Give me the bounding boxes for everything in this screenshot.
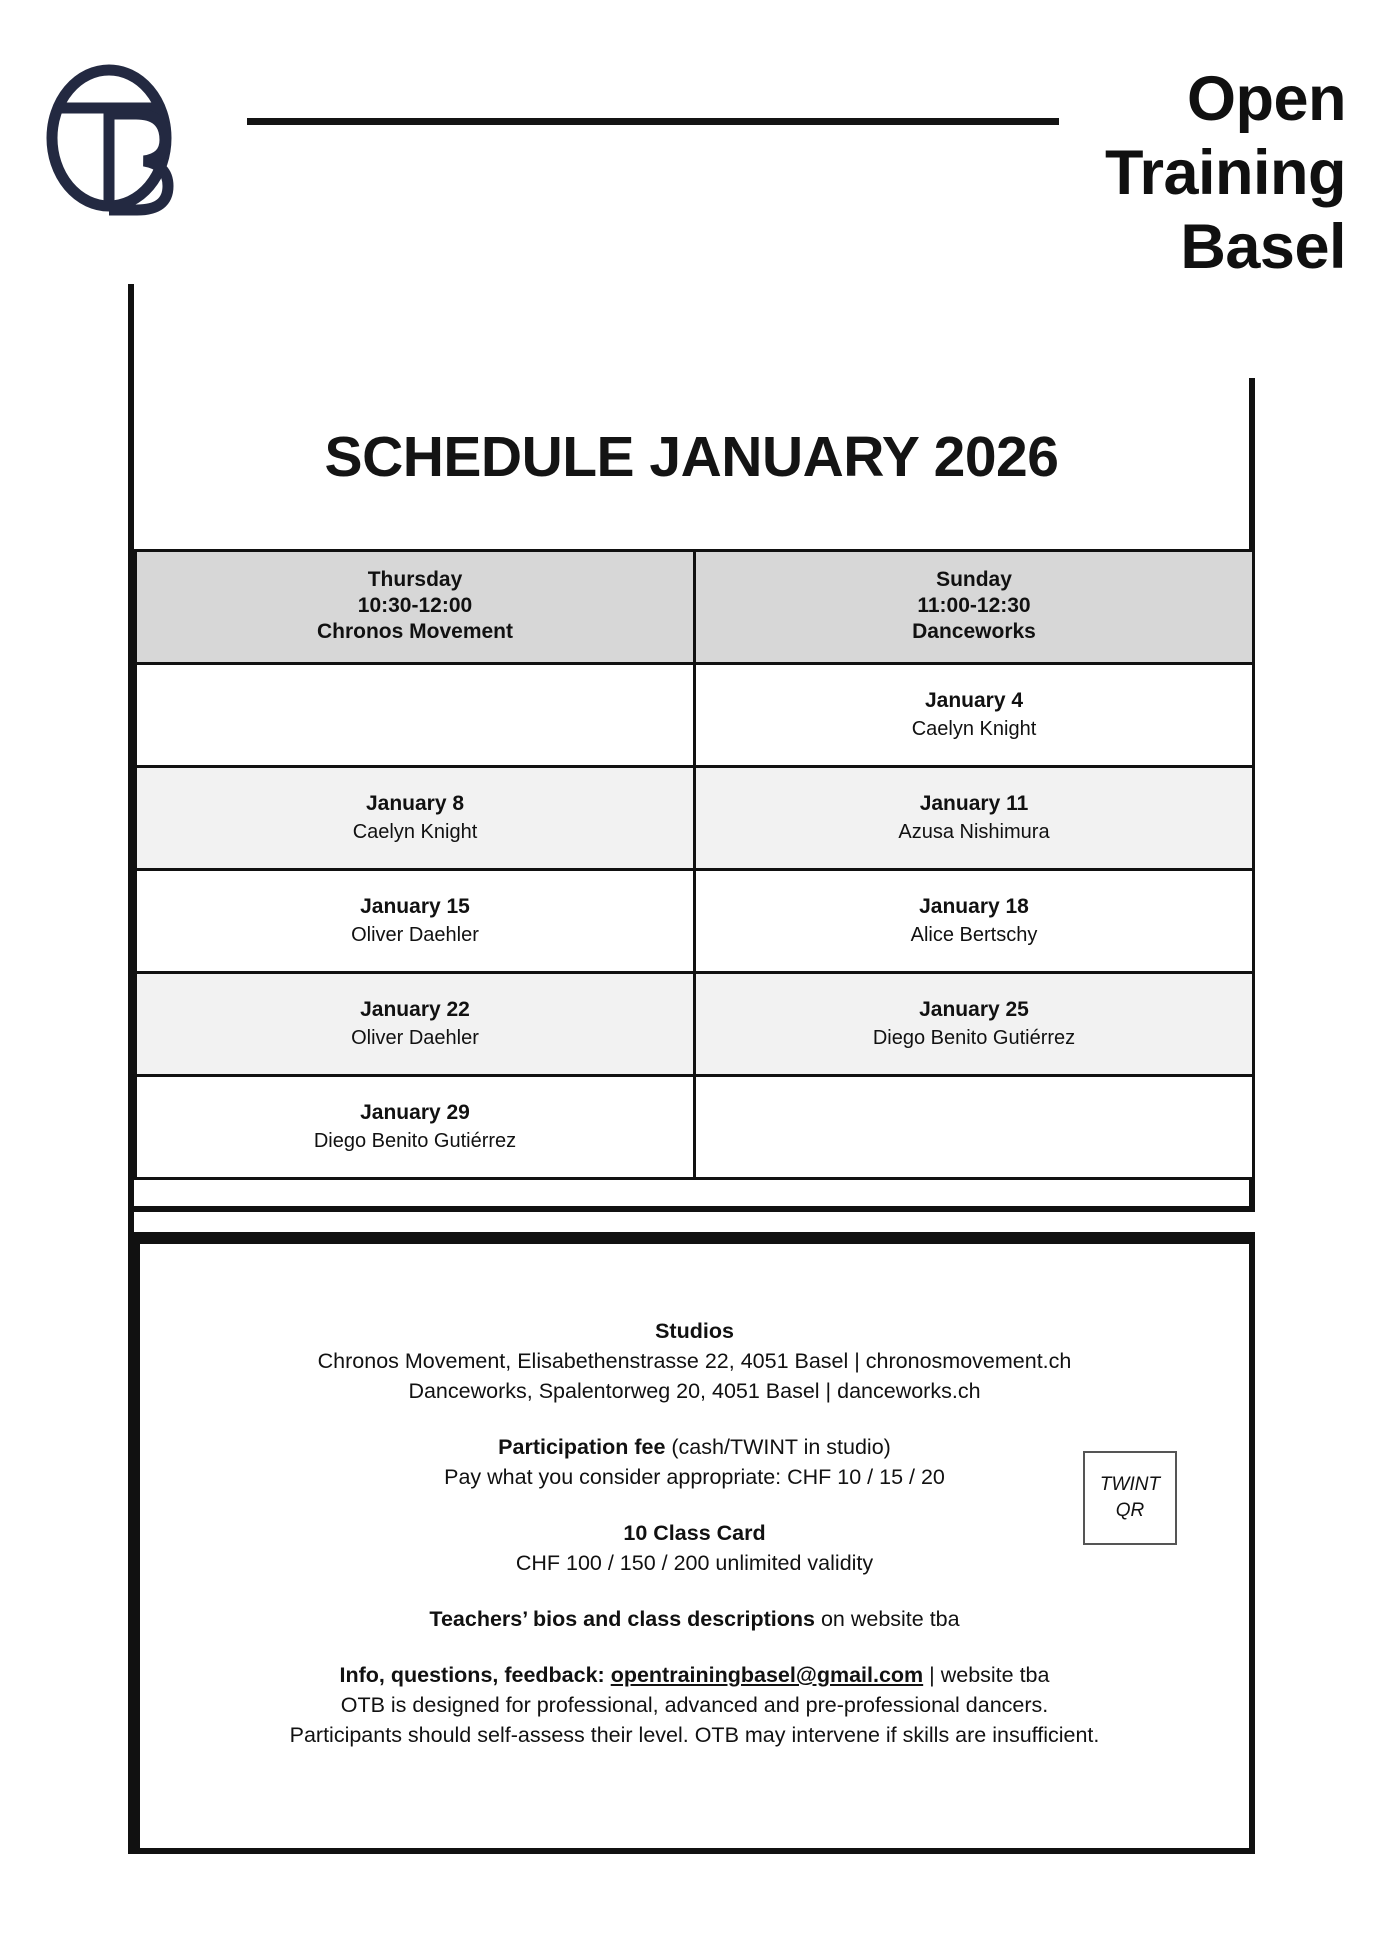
fee-heading-bold: Participation fee bbox=[498, 1435, 666, 1459]
contact-website-rest: | website tba bbox=[923, 1663, 1050, 1687]
slot-teacher: Oliver Daehler bbox=[351, 1027, 479, 1049]
slot-date: January 18 bbox=[919, 895, 1029, 918]
twint-qr-line-1: TWINT bbox=[1099, 1474, 1161, 1495]
brand-line-open: Open bbox=[1186, 64, 1346, 134]
schedule-table bbox=[134, 549, 1255, 1180]
slot-date: January 22 bbox=[360, 998, 470, 1021]
slot-date: January 15 bbox=[360, 895, 470, 918]
studios-block bbox=[140, 1316, 1249, 1406]
slot-teacher: Diego Benito Gutiérrez bbox=[313, 1130, 517, 1152]
studios-heading: Studios bbox=[655, 1319, 734, 1343]
slot-cell-thursday bbox=[136, 1076, 695, 1179]
column-header-thursday bbox=[136, 551, 695, 664]
brand-line-basel: Basel bbox=[1180, 212, 1346, 282]
header-studio: Danceworks bbox=[912, 620, 1036, 643]
column-header-sunday bbox=[695, 551, 1254, 664]
slot-date: January 8 bbox=[365, 792, 465, 815]
slot-teacher: Oliver Daehler bbox=[351, 924, 479, 946]
otb-logo bbox=[40, 52, 195, 224]
schedule-table-body bbox=[136, 664, 1254, 1179]
studio-line-chronos: Chronos Movement, Elisabethenstrasse 22, 4051 Basel | chronosmovement.ch bbox=[317, 1349, 1072, 1373]
section-divider-strip bbox=[134, 1206, 1255, 1238]
slot-cell-sunday bbox=[695, 973, 1254, 1076]
slot-cell-sunday bbox=[695, 1076, 1254, 1179]
brand-title bbox=[706, 62, 1346, 284]
info-box bbox=[134, 1238, 1255, 1854]
slot-teacher: Alice Bertschy bbox=[910, 924, 1038, 946]
table-header-row bbox=[136, 551, 1254, 664]
slot-date: January 29 bbox=[360, 1101, 470, 1124]
contact-label: Info, questions, feedback: bbox=[339, 1663, 611, 1687]
schedule-table-head bbox=[136, 551, 1254, 664]
table-row bbox=[136, 870, 1254, 973]
fee-heading-rest: (cash/TWINT in studio) bbox=[665, 1435, 891, 1459]
info-content bbox=[140, 1244, 1249, 1848]
slot-cell-thursday bbox=[136, 973, 695, 1076]
disclaimer-line-2: Participants should self-assess their level. OTB may intervene if skills are insufficient. bbox=[289, 1723, 1100, 1747]
header-time: 11:00-12:30 bbox=[917, 594, 1031, 617]
header-time: 10:30-12:00 bbox=[357, 594, 473, 617]
slot-cell-thursday bbox=[136, 870, 695, 973]
otb-monogram-icon bbox=[40, 52, 195, 224]
slot-teacher: Caelyn Knight bbox=[911, 718, 1037, 740]
studio-line-danceworks: Danceworks, Spalentorweg 20, 4051 Basel | danceworks.ch bbox=[408, 1379, 981, 1403]
bios-rest: on website tba bbox=[814, 1607, 960, 1631]
table-row bbox=[136, 1076, 1254, 1179]
fee-amount-line: Pay what you consider appropriate: CHF 10 / 15 / 20 bbox=[444, 1465, 945, 1489]
slot-cell-sunday bbox=[695, 767, 1254, 870]
table-row bbox=[136, 767, 1254, 870]
twint-qr-placeholder bbox=[1083, 1451, 1177, 1545]
slot-cell-thursday bbox=[136, 767, 695, 870]
email-link[interactable]: opentrainingbasel@gmail.com bbox=[610, 1663, 924, 1687]
header-day: Sunday bbox=[936, 568, 1012, 591]
table-row bbox=[136, 664, 1254, 767]
contact-block bbox=[140, 1660, 1249, 1750]
class-card-price-line: CHF 100 / 150 / 200 unlimited validity bbox=[515, 1551, 874, 1575]
slot-teacher: Caelyn Knight bbox=[352, 821, 478, 843]
header-day: Thursday bbox=[367, 568, 463, 591]
slot-date: January 4 bbox=[924, 689, 1024, 712]
page-title: SCHEDULE JANUARY 2026 bbox=[324, 425, 1059, 489]
slot-cell-sunday bbox=[695, 870, 1254, 973]
bios-bold: Teachers’ bios and class descriptions bbox=[429, 1607, 815, 1631]
masthead bbox=[0, 0, 1386, 300]
class-card-heading: 10 Class Card bbox=[623, 1521, 766, 1545]
header-studio: Chronos Movement bbox=[316, 620, 513, 643]
slot-cell-sunday bbox=[695, 664, 1254, 767]
table-row bbox=[136, 973, 1254, 1076]
contact-line bbox=[140, 1660, 1249, 1690]
slot-cell-thursday bbox=[136, 664, 695, 767]
twint-qr-line-2: QR bbox=[1115, 1500, 1145, 1521]
slot-date: January 11 bbox=[919, 792, 1029, 815]
slot-teacher: Azusa Nishimura bbox=[898, 821, 1050, 843]
slot-teacher: Diego Benito Gutiérrez bbox=[872, 1027, 1076, 1049]
bios-line bbox=[140, 1604, 1249, 1634]
brand-line-training: Training bbox=[1104, 138, 1346, 208]
slot-date: January 25 bbox=[919, 998, 1029, 1021]
disclaimer-line-1: OTB is designed for professional, advanced and pre-professional dancers. bbox=[340, 1693, 1049, 1717]
bios-block bbox=[140, 1604, 1249, 1634]
